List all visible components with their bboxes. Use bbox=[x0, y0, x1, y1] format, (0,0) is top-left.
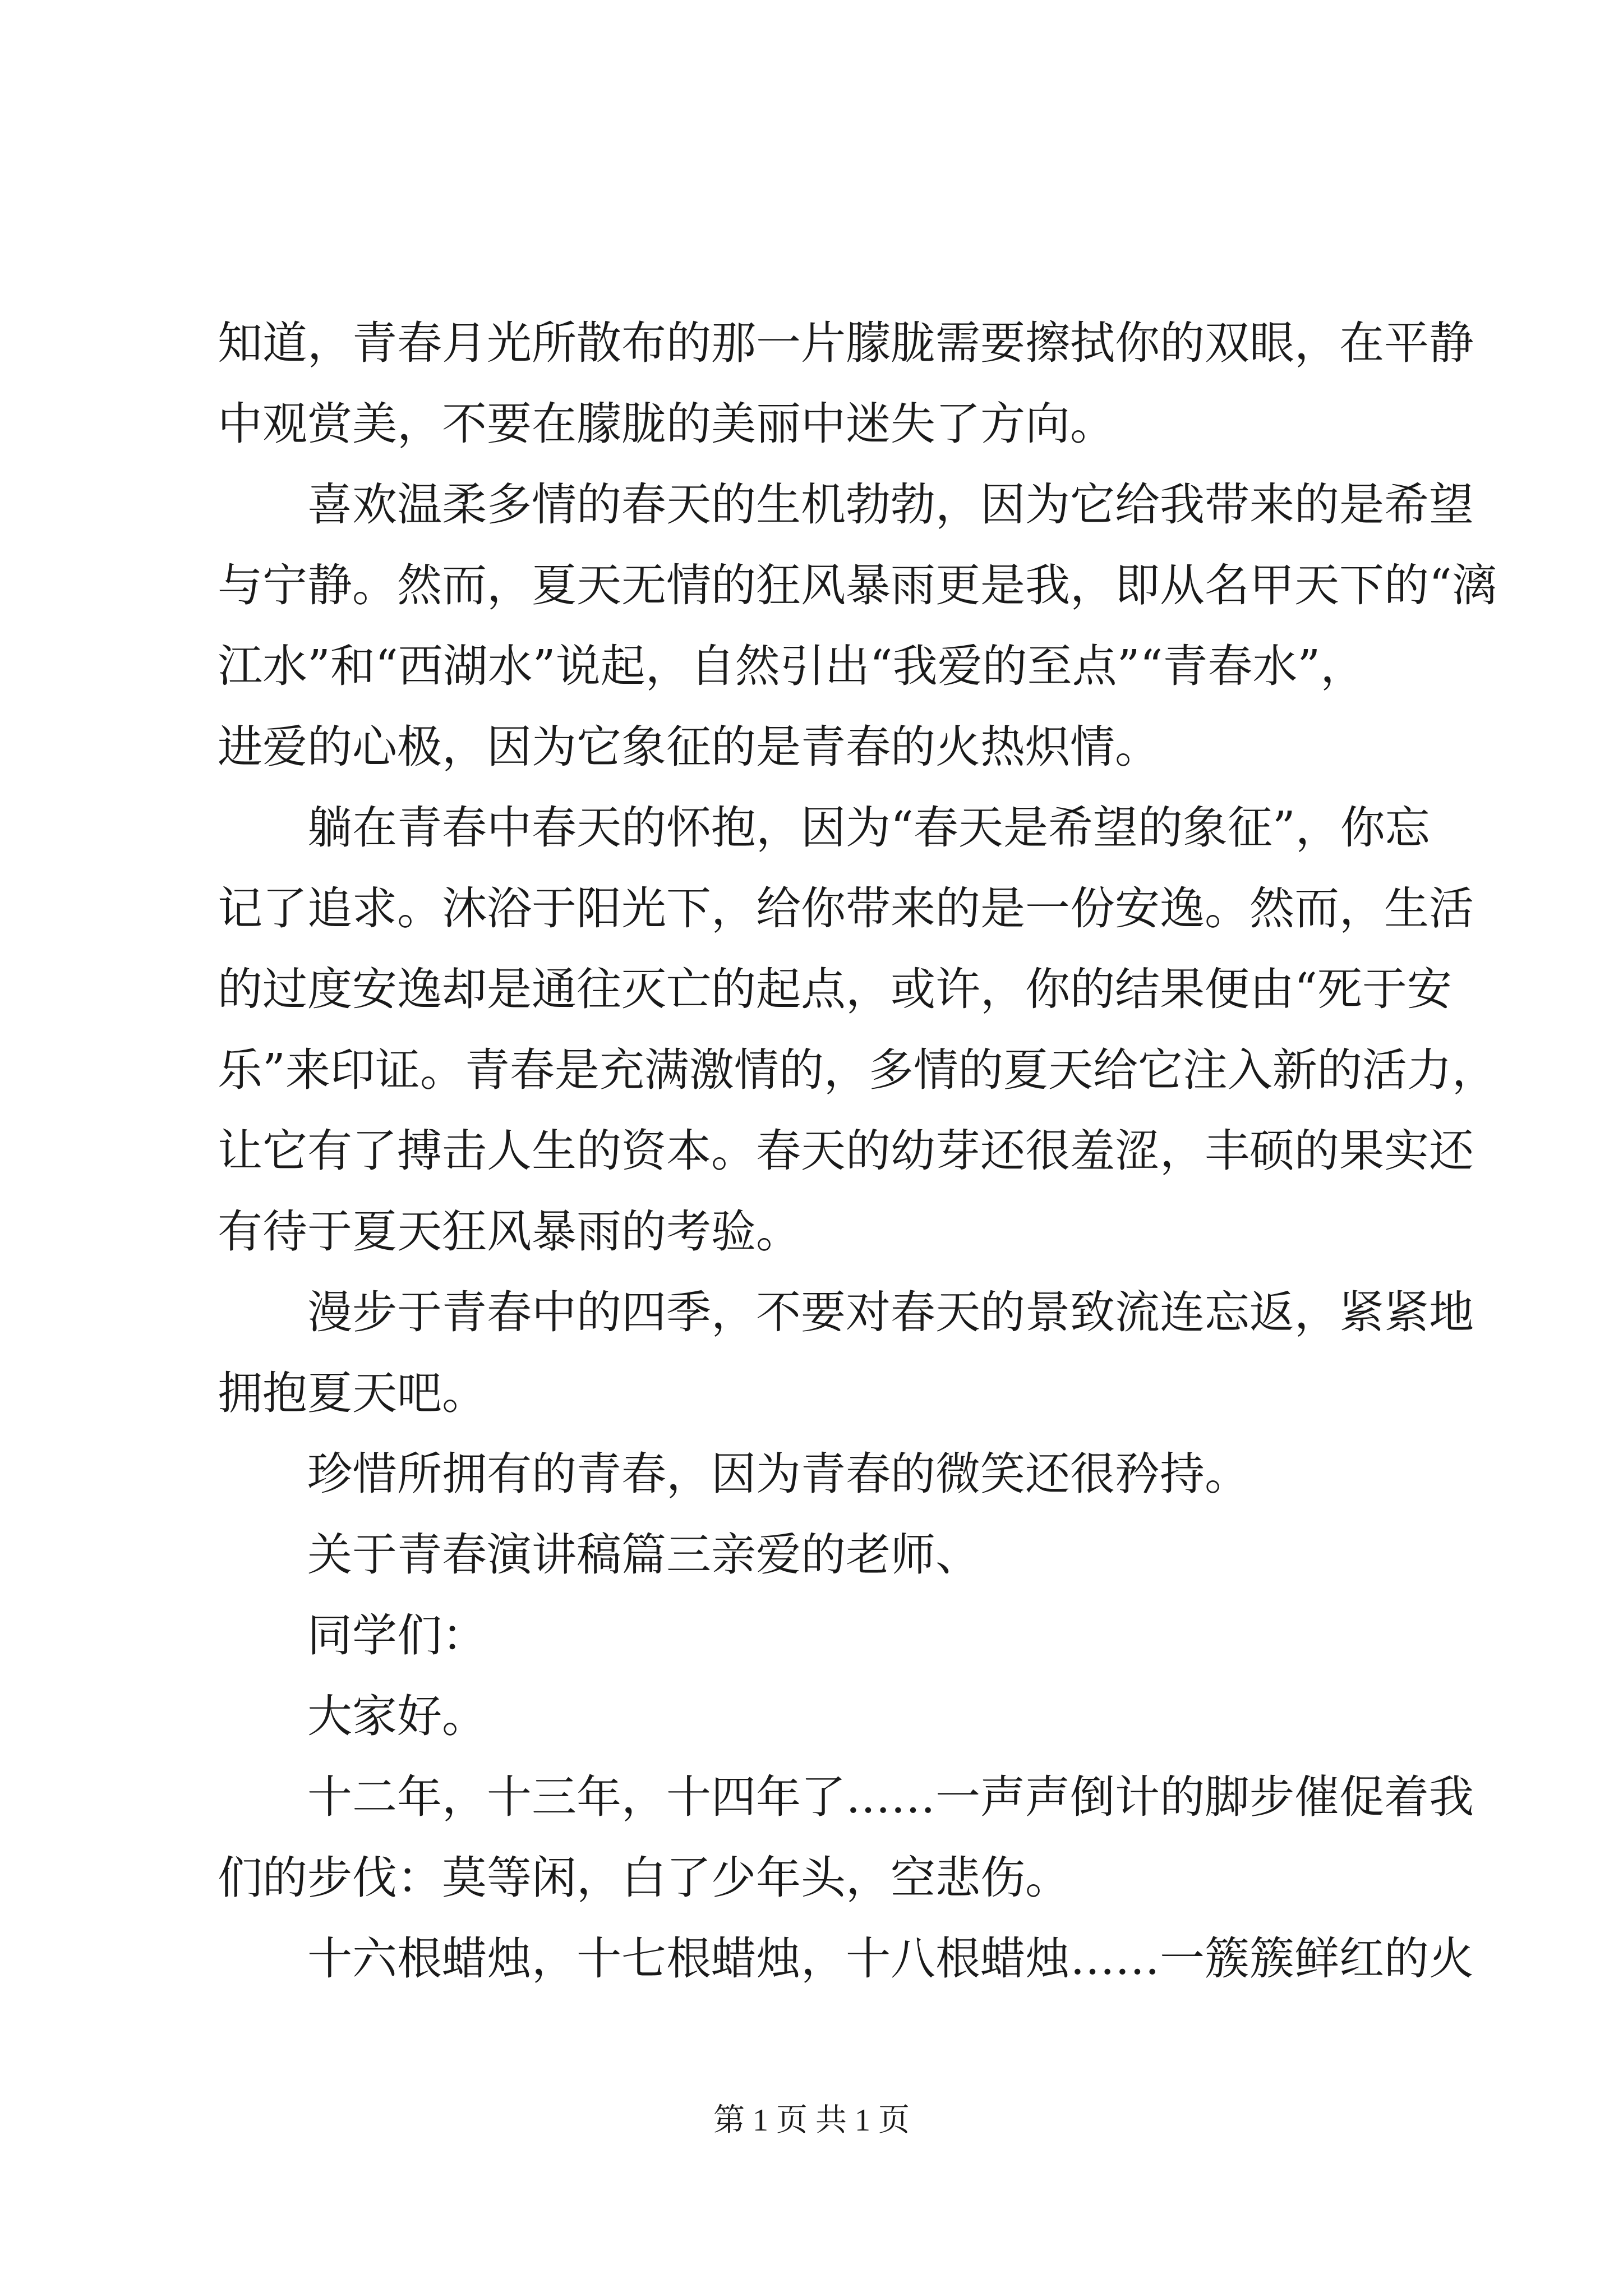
text-line: 拥抱夏天吧。 bbox=[218, 1367, 487, 1419]
text-line: 知道，青春月光所散布的那一片朦胧需要擦拭你的双眼，在平静 bbox=[218, 317, 1474, 369]
text-line: 有待于夏天狂风暴雨的考验。 bbox=[218, 1205, 801, 1258]
page-footer bbox=[0, 2098, 1623, 2143]
text-line: 漫步于青春中的四季，不要对春天的景致流连忘返，紧紧地 bbox=[307, 1286, 1474, 1338]
text-line: 们的步伐：莫等闲，白了少年头，空悲伤。 bbox=[218, 1852, 1070, 1904]
text-line: 记了追求。沐浴于阳光下，给你带来的是一份安逸。然而，生活 bbox=[218, 882, 1474, 935]
text-line: 江水”和“西湖水”说起，自然引出“我爱的至点”“青春水”， bbox=[218, 640, 1366, 692]
text-line: 关于青春演讲稿篇三亲爱的老师、 bbox=[307, 1529, 980, 1581]
document-body bbox=[218, 303, 1497, 1999]
text-line: 的过度安逸却是通往灭亡的起点，或许，你的结果便由“死于安 bbox=[218, 963, 1452, 1015]
text-line: 喜欢温柔多情的春天的生机勃勃，因为它给我带来的是希望 bbox=[307, 478, 1474, 531]
text-line: 让它有了搏击人生的资本。春天的幼芽还很羞涩，丰硕的果实还 bbox=[218, 1125, 1474, 1177]
text-line: 十二年，十三年，十四年了……一声声倒计的脚步催促着我 bbox=[307, 1771, 1474, 1823]
text-line: 进爱的心极，因为它象征的是青春的火热炽情。 bbox=[218, 721, 1160, 773]
text-line: 中观赏美，不要在朦胧的美丽中迷失了方向。 bbox=[218, 398, 1115, 450]
page-number-label: 第 1 页 共 1 页 bbox=[713, 2103, 910, 2138]
text-line: 同学们： bbox=[307, 1609, 487, 1662]
text-line: 十六根蜡烛，十七根蜡烛，十八根蜡烛……一簇簇鲜红的火 bbox=[307, 1932, 1474, 1985]
text-line: 珍惜所拥有的青春，因为青春的微笑还很矜持。 bbox=[307, 1448, 1249, 1500]
text-line: 乐”来印证。青春是充满激情的，多情的夏天给它注入新的活力， bbox=[218, 1044, 1497, 1096]
text-line: 躺在青春中春天的怀抱，因为“春天是希望的象征”，你忘 bbox=[307, 802, 1430, 854]
text-line: 大家好。 bbox=[307, 1690, 487, 1742]
text-line: 与宁静。然而，夏天无情的狂风暴雨更是我，即从名甲天下的“漓 bbox=[218, 559, 1497, 611]
